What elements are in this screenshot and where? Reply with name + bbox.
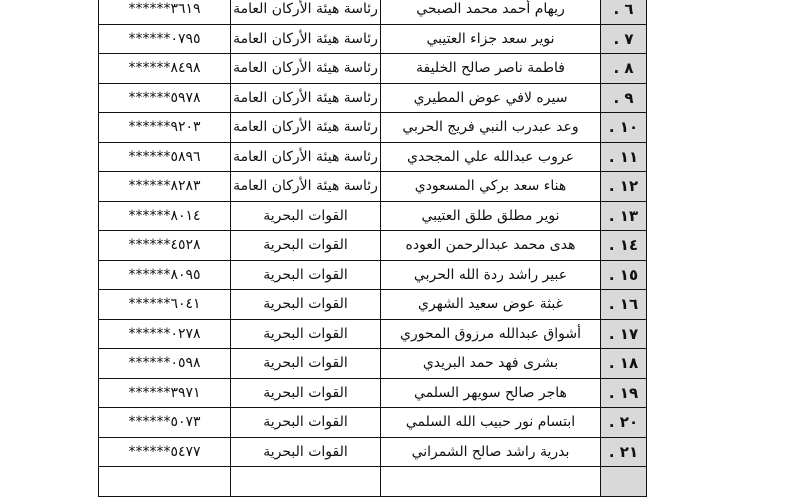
row-number-cell: ١١ . — [601, 142, 647, 172]
department-cell: القوات البحرية — [231, 437, 381, 467]
department-cell: القوات البحرية — [231, 319, 381, 349]
name-cell: نوير سعد جزاء العتيبي — [381, 24, 601, 54]
table-row — [99, 290, 647, 320]
table-row — [99, 231, 647, 261]
name-cell: وعد عبدرب النبي فريج الحربي — [381, 113, 601, 143]
name-cell: ابتسام نور حبيب الله السلمي — [381, 408, 601, 438]
name-cell: سيره لافي عوض المطيري — [381, 83, 601, 113]
row-number-cell: ١٥ . — [601, 260, 647, 290]
department-cell: القوات البحرية — [231, 349, 381, 379]
table-row — [99, 201, 647, 231]
id-cell — [99, 467, 231, 497]
table-row — [99, 408, 647, 438]
table-row — [99, 437, 647, 467]
department-cell: رئاسة هيئة الأركان العامة — [231, 54, 381, 84]
table-row — [99, 319, 647, 349]
department-cell: القوات البحرية — [231, 231, 381, 261]
table-row — [99, 349, 647, 379]
department-cell: رئاسة هيئة الأركان العامة — [231, 142, 381, 172]
department-cell — [231, 467, 381, 497]
id-cell: ******٦٠٤١ — [99, 290, 231, 320]
table-row — [99, 0, 647, 24]
row-number-cell: ١٢ . — [601, 172, 647, 202]
name-cell: هاجر صالح سويهر السلمي — [381, 378, 601, 408]
table-row — [99, 54, 647, 84]
department-cell: رئاسة هيئة الأركان العامة — [231, 83, 381, 113]
row-number-cell: ٩ . — [601, 83, 647, 113]
name-cell: أشواق عبدالله مرزوق المحوري — [381, 319, 601, 349]
row-number-cell: ١٤ . — [601, 231, 647, 261]
name-cell: بدرية راشد صالح الشمراني — [381, 437, 601, 467]
row-number-cell: ١٩ . — [601, 378, 647, 408]
id-cell: ******٥٤٧٧ — [99, 437, 231, 467]
nominee-table — [98, 0, 647, 497]
id-cell: ******٨٤٩٨ — [99, 54, 231, 84]
id-cell: ******٩٢٠٣ — [99, 113, 231, 143]
department-cell: رئاسة هيئة الأركان العامة — [231, 0, 381, 24]
id-cell: ******٠٢٧٨ — [99, 319, 231, 349]
table-row — [99, 172, 647, 202]
name-cell: نوير مطلق طلق العتيبي — [381, 201, 601, 231]
department-cell: رئاسة هيئة الأركان العامة — [231, 172, 381, 202]
department-cell: القوات البحرية — [231, 260, 381, 290]
row-number-cell: ٦ . — [601, 0, 647, 24]
department-cell: رئاسة هيئة الأركان العامة — [231, 24, 381, 54]
row-number-cell: ٢٠ . — [601, 408, 647, 438]
table-row — [99, 378, 647, 408]
table-row — [99, 142, 647, 172]
name-cell: عروب عبدالله علي المجحدي — [381, 142, 601, 172]
department-cell: القوات البحرية — [231, 201, 381, 231]
name-cell: عبير راشد ردة الله الحربي — [381, 260, 601, 290]
id-cell: ******٤٥٢٨ — [99, 231, 231, 261]
id-cell: ******٣٩٧١ — [99, 378, 231, 408]
row-number-cell: ١٧ . — [601, 319, 647, 349]
table-row — [99, 24, 647, 54]
name-cell: فاطمة ناصر صالح الخليفة — [381, 54, 601, 84]
table-row — [99, 467, 647, 497]
name-cell — [381, 467, 601, 497]
row-number-cell: ١٠ . — [601, 113, 647, 143]
id-cell: ******٠٥٩٨ — [99, 349, 231, 379]
name-cell: هدى محمد عبدالرحمن العوده — [381, 231, 601, 261]
id-cell: ******٨٠١٤ — [99, 201, 231, 231]
department-cell: القوات البحرية — [231, 408, 381, 438]
id-cell: ******٥٨٩٦ — [99, 142, 231, 172]
department-cell: القوات البحرية — [231, 378, 381, 408]
table-row — [99, 113, 647, 143]
table-row — [99, 260, 647, 290]
id-cell: ******٨٢٨٣ — [99, 172, 231, 202]
id-cell: ******٥٩٧٨ — [99, 83, 231, 113]
name-cell: غبثة عوض سعيد الشهري — [381, 290, 601, 320]
id-cell: ******٥٠٧٣ — [99, 408, 231, 438]
name-cell: هناء سعد بركي المسعودي — [381, 172, 601, 202]
row-number-cell — [601, 467, 647, 497]
id-cell: ******٣٦١٩ — [99, 0, 231, 24]
table-row — [99, 83, 647, 113]
name-cell: بشرى فهد حمد البريدي — [381, 349, 601, 379]
department-cell: القوات البحرية — [231, 290, 381, 320]
row-number-cell: ١٣ . — [601, 201, 647, 231]
row-number-cell: ٢١ . — [601, 437, 647, 467]
row-number-cell: ١٨ . — [601, 349, 647, 379]
id-cell: ******٠٧٩٥ — [99, 24, 231, 54]
row-number-cell: ١٦ . — [601, 290, 647, 320]
department-cell: رئاسة هيئة الأركان العامة — [231, 113, 381, 143]
document-sheet — [98, 0, 646, 497]
table-body — [99, 0, 647, 496]
id-cell: ******٨٠٩٥ — [99, 260, 231, 290]
row-number-cell: ٧ . — [601, 24, 647, 54]
name-cell: ريهام أحمد محمد الصبحي — [381, 0, 601, 24]
row-number-cell: ٨ . — [601, 54, 647, 84]
